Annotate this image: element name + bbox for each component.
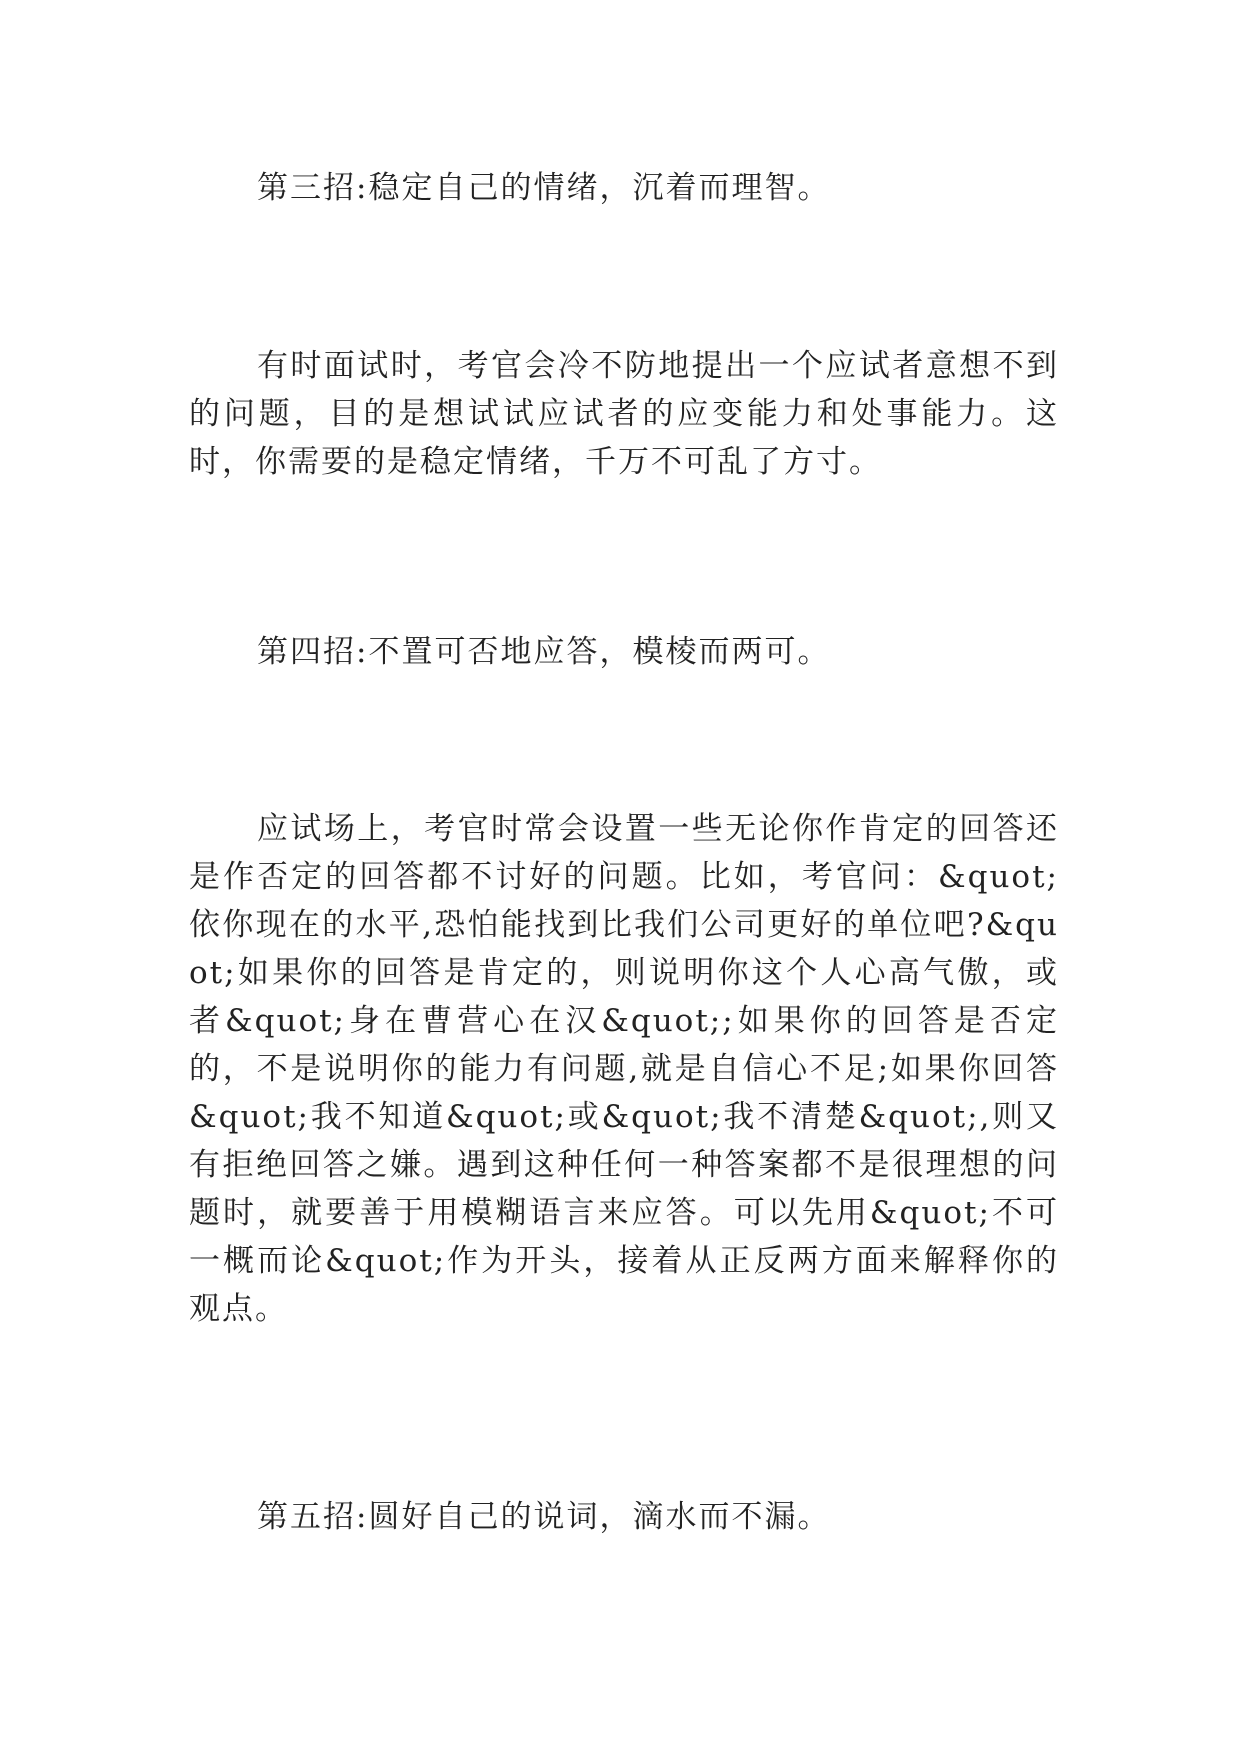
section-paragraph-3: 有时面试时，考官会冷不防地提出一个应试者意想不到的问题，目的是想试试应试者的应变能力和处事能力。这时，你需要的是稳定情绪，千万不可乱了方寸。 [189,348,1059,480]
section-paragraph-4: 应试场上，考官时常会设置一些无论你作肯定的回答还是作否定的回答都不讨好的问题。比如，考官问：&quot;依你现在的水平,恐怕能找到比我们公司更好的单位吧?&quot;如果你的回答是肯定的，则说明你这个人心高气傲，或者&quot;身在曹营心在汉&quot;;如果你的回答是否定的，不是说明你的能力有问题,就是自信心不足;如果你回答&quot;我不知道&quot;或&quot;我不清楚&quot;,则又有拒绝回答之嫌。遇到这种任何一种答案都不是很理想的问题时，就要善于用模糊语言来应答。可以先用&quot;不可一概而论&quot;作为开头，接着从正反两方面来解释你的观点。 [189,811,1059,1327]
section-heading-3: 第三招:稳定自己的情绪，沉着而理智。 [257,170,831,206]
section-heading-5: 第五招:圆好自己的说词，滴水而不漏。 [257,1499,831,1535]
section-heading-4: 第四招:不置可否地应答，模棱而两可。 [257,634,831,670]
